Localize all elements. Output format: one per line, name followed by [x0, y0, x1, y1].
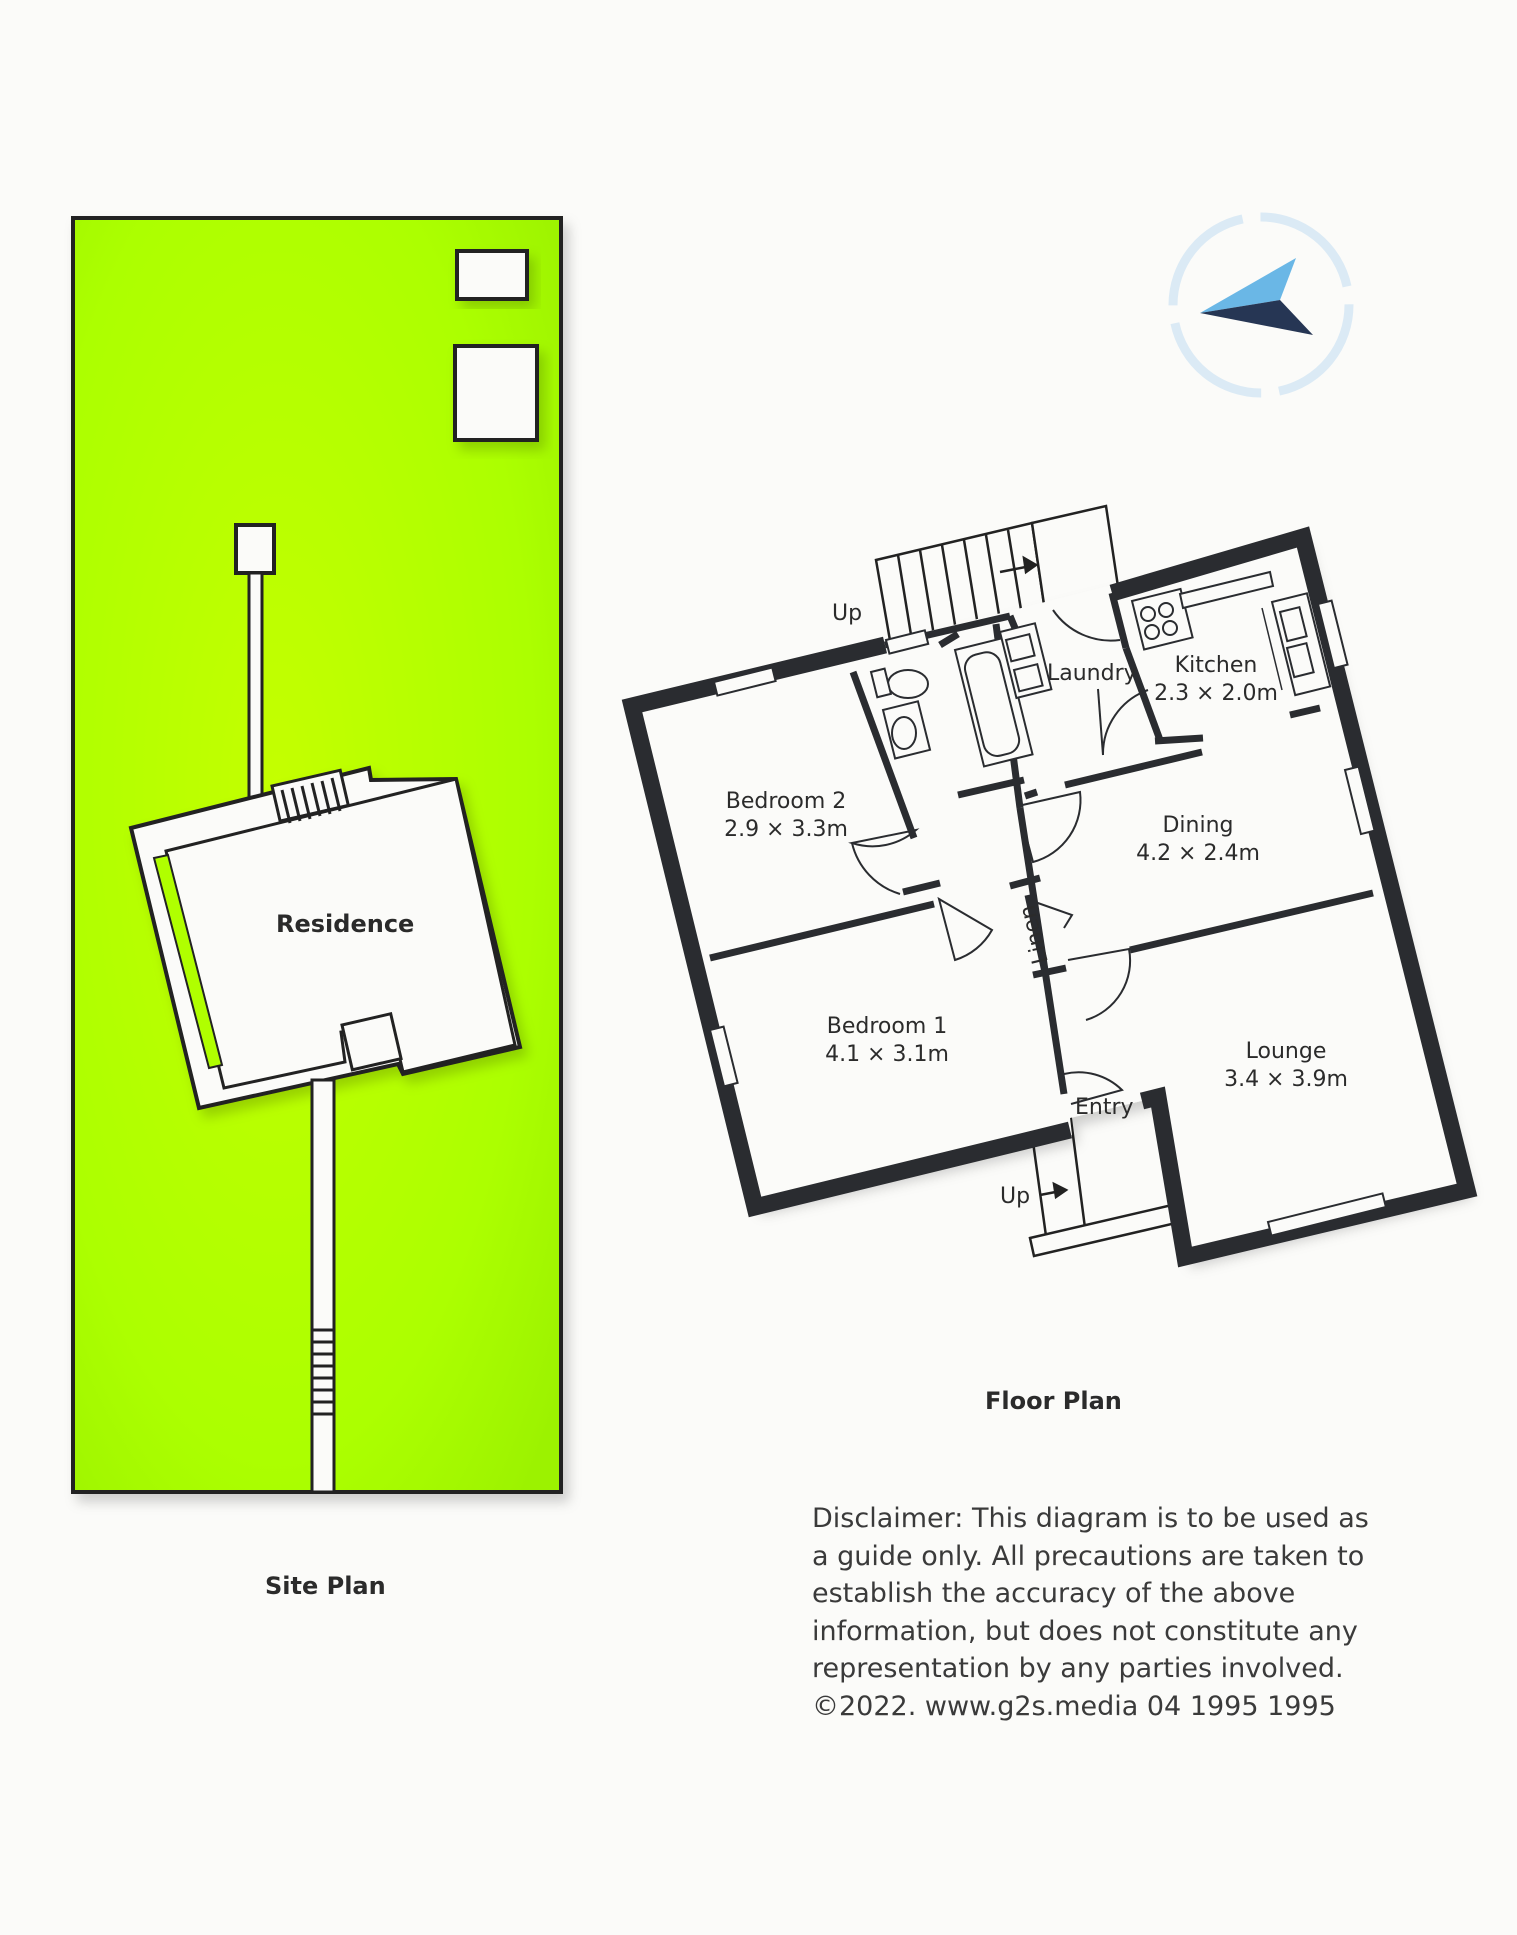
residence-label: Residence — [276, 910, 415, 938]
rear-path — [249, 573, 262, 798]
toilet — [888, 670, 928, 698]
disclaimer-text — [812, 1500, 1372, 1725]
room-name-kitchen: Kitchen — [1174, 653, 1258, 678]
floor-plan — [632, 506, 1467, 1260]
floor-plan-caption: Floor Plan — [985, 1387, 1122, 1415]
site-plan — [73, 218, 561, 1492]
room-dims-kitchen: 2.3 × 2.0m — [1154, 681, 1278, 706]
rear-post — [236, 525, 274, 573]
disclaimer-line: Disclaimer: This diagram is to be used as — [812, 1503, 1369, 1534]
room-name-bedroom-1: Bedroom 1 — [826, 1014, 948, 1039]
front-stairs-up-label: Up — [1000, 1184, 1031, 1209]
shed-large — [455, 346, 537, 440]
room-name-dining: Dining — [1162, 813, 1234, 838]
compass-arrow-icon — [1173, 217, 1349, 393]
site-plan-caption: Site Plan — [265, 1572, 386, 1600]
linen-label: Linen — [1015, 902, 1054, 967]
room-name-lounge: Lounge — [1245, 1039, 1327, 1064]
entry-label: Entry — [1075, 1095, 1134, 1120]
disclaimer-line: establish the accuracy of the above — [812, 1578, 1296, 1609]
disclaimer-line: representation by any parties involved. — [812, 1653, 1344, 1684]
disclaimer-line: a guide only. All precautions are taken to — [812, 1540, 1365, 1572]
rear-stairs-up-label: Up — [832, 601, 863, 626]
disclaimer-line: ©2022. www.g2s.media 04 1995 1995 — [812, 1690, 1336, 1722]
room-dims-lounge: 3.4 × 3.9m — [1224, 1067, 1348, 1092]
laundry-label: Laundry — [1047, 661, 1137, 686]
shed-small — [457, 251, 527, 299]
room-dims-bedroom-1: 4.1 × 3.1m — [825, 1042, 949, 1067]
disclaimer-line: information, but does not constitute any — [812, 1615, 1358, 1647]
room-dims-bedroom-2: 2.9 × 3.3m — [724, 817, 848, 842]
room-dims-dining: 4.2 × 2.4m — [1136, 841, 1260, 866]
residence-footprint — [131, 768, 520, 1108]
front-path — [312, 1080, 334, 1492]
room-name-bedroom-2: Bedroom 2 — [725, 789, 847, 814]
